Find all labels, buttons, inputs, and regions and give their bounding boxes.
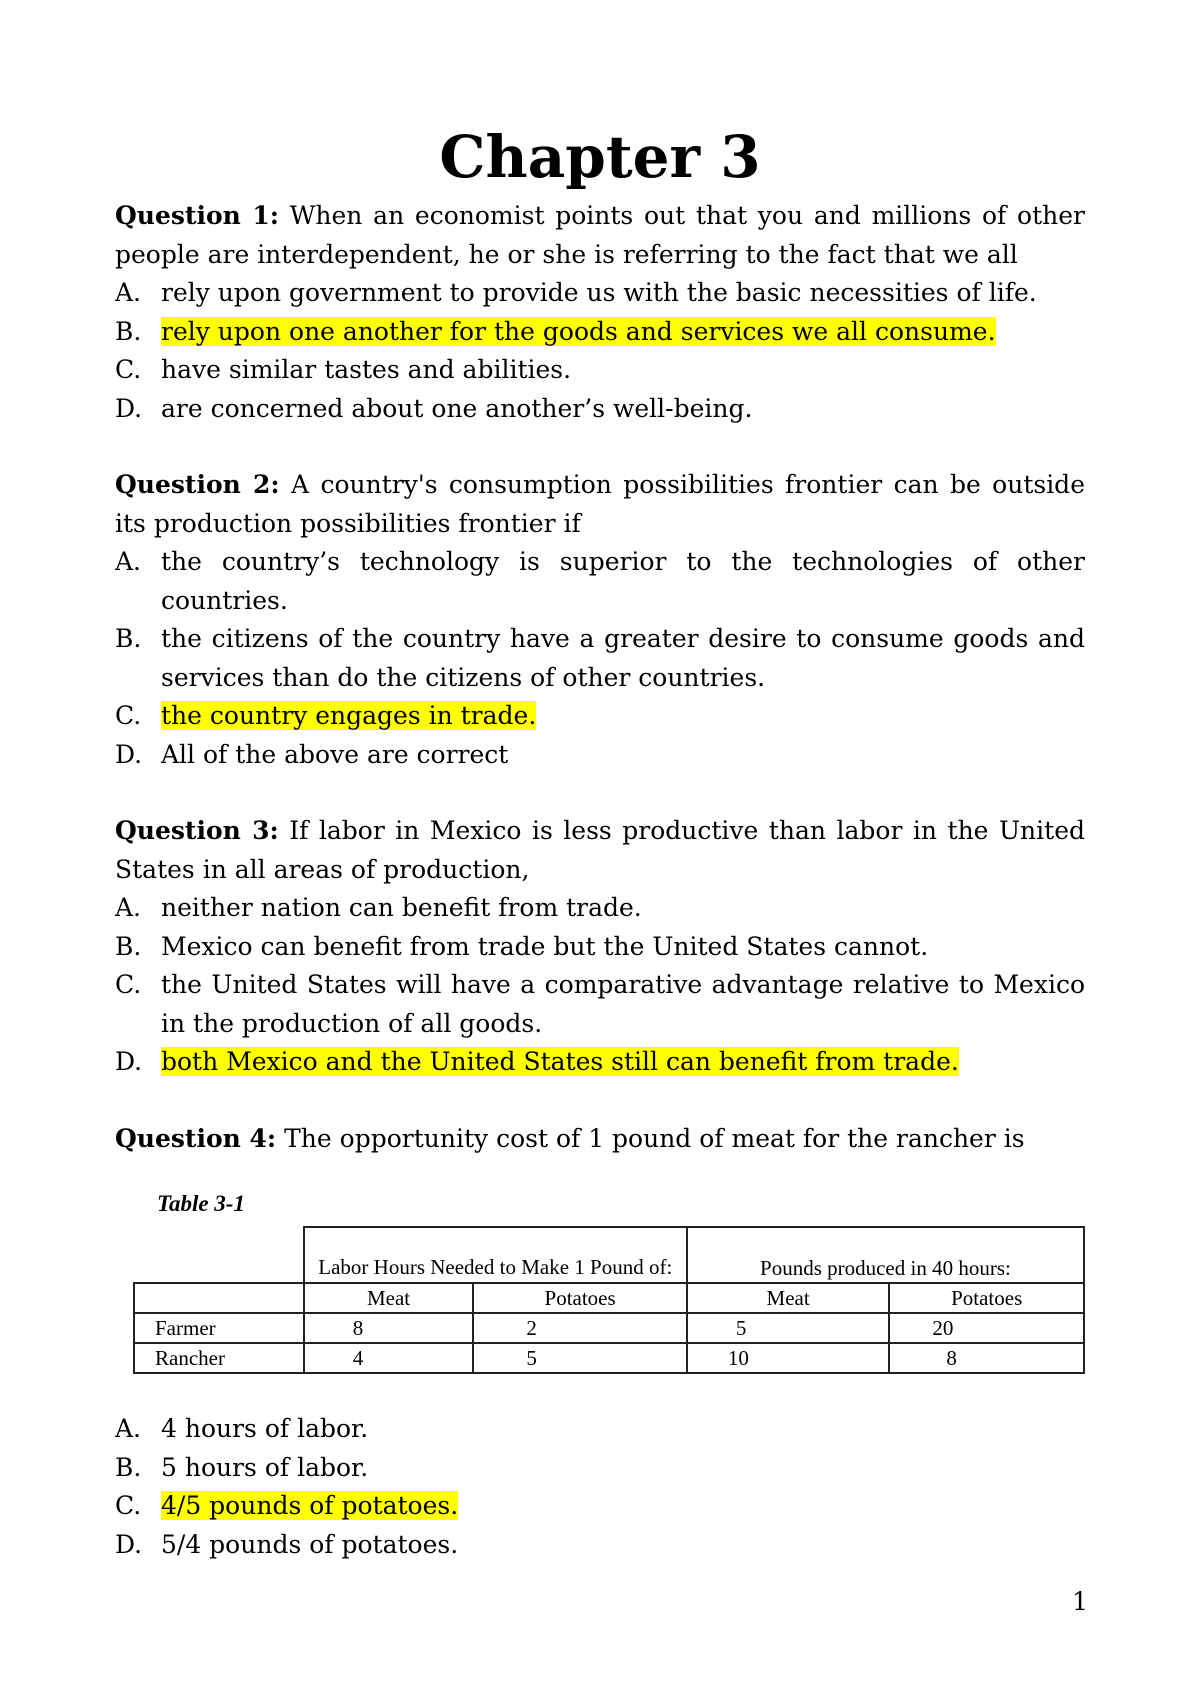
option-text: rely upon government to provide us with the basic necessities of life. [161, 278, 1037, 307]
question-label: Question 2: [115, 470, 280, 499]
table-cell: 4 [304, 1343, 474, 1373]
table-col-header: Potatoes [473, 1283, 687, 1313]
question-4 [115, 1120, 1085, 1565]
option-text: the country’s technology is superior to the technologies of other countries. [161, 547, 1085, 615]
table-corner-cell [134, 1227, 304, 1283]
option-letter: D. [115, 739, 143, 769]
question-text: The opportunity cost of 1 pound of meat for the rancher is [284, 1123, 1025, 1153]
table-cell: 20 [889, 1313, 1084, 1343]
answer-options [115, 543, 1085, 774]
option-b [115, 1449, 1085, 1488]
table-group-header-row [134, 1227, 1084, 1283]
option-letter: B. [115, 931, 142, 961]
question-text: When an economist points out that you and millions of other people are interdependent, he or she is referring to the fact that we all [115, 201, 1085, 269]
option-letter: C. [115, 355, 142, 384]
option-letter: A. [115, 547, 142, 576]
content-body [115, 197, 1085, 1564]
option-c [115, 1487, 1085, 1526]
chapter-title: Chapter 3 [439, 123, 761, 191]
table-cell: 8 [889, 1343, 1084, 1373]
table-row-header: Farmer [134, 1313, 304, 1343]
question-text: A country's consumption possibilities frontier can be outside its production possibilities frontier if [115, 470, 1085, 538]
option-text: have similar tastes and abilities. [161, 355, 572, 384]
table-row [134, 1313, 1084, 1343]
answer-options [115, 1410, 1085, 1564]
table-caption: Table 3-1 [157, 1191, 245, 1216]
table-cell: 10 [687, 1343, 890, 1373]
option-text: All of the above are correct [161, 739, 509, 769]
highlighted-answer: the country engages in trade. [161, 701, 537, 730]
option-letter: B. [115, 1452, 142, 1482]
option-text: the United States will have a comparative advantage relative to Mexico in the production of all goods. [161, 970, 1085, 1038]
option-c [115, 351, 1085, 390]
table-row [134, 1343, 1084, 1373]
option-text: Mexico can benefit from trade but the United States cannot. [161, 931, 929, 961]
question-label: Question 1: [115, 201, 279, 230]
question-stem [115, 1120, 1085, 1159]
option-letter: D. [115, 1529, 143, 1559]
question-stem [115, 197, 1085, 274]
page-number: 1 [1072, 1587, 1088, 1616]
table-row-header: Rancher [134, 1343, 304, 1373]
table-cell: 5 [473, 1343, 687, 1373]
option-letter: A. [115, 1414, 142, 1443]
option-text: 5/4 pounds of potatoes. [161, 1529, 459, 1559]
option-letter: B. [115, 316, 142, 346]
highlighted-answer: both Mexico and the United States still can benefit from trade. [161, 1047, 959, 1076]
option-text: the citizens of the country have a greater desire to consume goods and services than do the citizens of other countries. [161, 624, 1085, 692]
table-col-header: Potatoes [889, 1283, 1084, 1313]
answer-options [115, 889, 1085, 1082]
option-text: 5 hours of labor. [161, 1452, 369, 1482]
option-b [115, 620, 1085, 697]
option-b [115, 313, 1085, 352]
table-cell: 8 [304, 1313, 474, 1343]
question-stem [115, 466, 1085, 543]
table-3-1 [133, 1190, 1085, 1374]
option-a [115, 1410, 1085, 1449]
table-cell: 2 [473, 1313, 687, 1343]
table-col-header: Meat [687, 1283, 890, 1313]
option-letter: B. [115, 624, 142, 653]
table-cell: 5 [687, 1313, 890, 1343]
option-letter: C. [115, 1491, 142, 1520]
option-d [115, 1526, 1085, 1565]
table-group-header: Pounds produced in 40 hours: [687, 1227, 1084, 1283]
highlighted-answer: 4/5 pounds of potatoes. [161, 1491, 459, 1520]
answer-options [115, 274, 1085, 428]
table-header-row [134, 1283, 1084, 1313]
question-label: Question 4: [115, 1123, 277, 1153]
question-text: If labor in Mexico is less productive than labor in the United States in all areas of production, [115, 816, 1085, 884]
option-letter: D. [115, 1047, 143, 1076]
option-letter: A. [115, 893, 142, 922]
highlighted-answer: rely upon one another for the goods and services we all consume. [161, 316, 996, 346]
option-a [115, 274, 1085, 313]
option-c [115, 697, 1085, 736]
option-text: are concerned about one another’s well-being. [161, 393, 753, 423]
option-b [115, 928, 1085, 967]
option-text: neither nation can benefit from trade. [161, 893, 642, 922]
option-a [115, 889, 1085, 928]
option-text: 4 hours of labor. [161, 1414, 369, 1443]
option-c [115, 966, 1085, 1043]
data-table [133, 1226, 1085, 1374]
option-letter: C. [115, 701, 142, 730]
option-letter: C. [115, 970, 142, 999]
table-col-header: Meat [304, 1283, 474, 1313]
table-group-header: Labor Hours Needed to Make 1 Pound of: [304, 1227, 687, 1283]
option-d [115, 736, 1085, 775]
option-d [115, 390, 1085, 429]
question-3 [115, 812, 1085, 1082]
question-1 [115, 197, 1085, 428]
option-a [115, 543, 1085, 620]
option-letter: A. [115, 278, 142, 307]
option-d [115, 1043, 1085, 1082]
question-label: Question 3: [115, 816, 279, 845]
option-letter: D. [115, 393, 143, 423]
table-cell [134, 1283, 304, 1313]
question-2 [115, 466, 1085, 774]
question-stem [115, 812, 1085, 889]
